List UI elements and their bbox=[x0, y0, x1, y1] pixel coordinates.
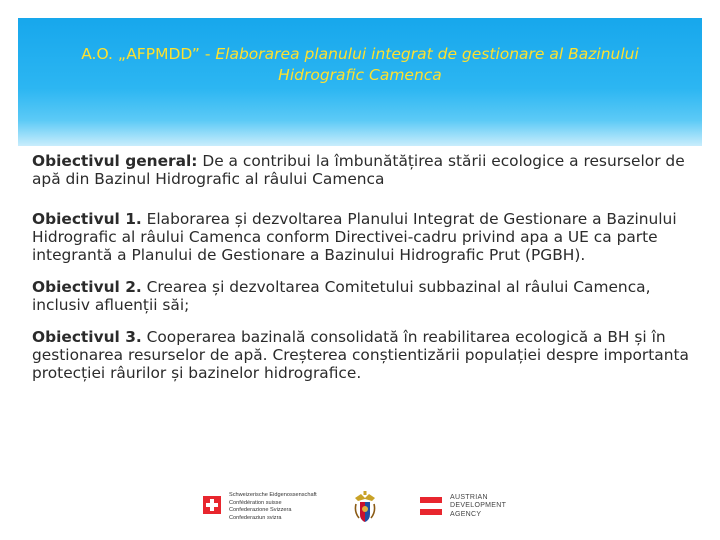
austria-text-line: AUSTRIAN bbox=[450, 494, 488, 501]
objective-text: Crearea și dezvoltarea Comitetului subbazinal al râului Camenca, inclusiv afluenții săi; bbox=[32, 278, 651, 314]
objective-lead: Obiectivul 2. bbox=[32, 278, 142, 296]
sponsor-logos bbox=[0, 486, 720, 532]
austria-flag-icon bbox=[420, 494, 442, 518]
objective-lead: Obiectivul 3. bbox=[32, 328, 142, 346]
swiss-flag-icon bbox=[203, 496, 221, 514]
swiss-text-line: Schweizerische Eidgenossenschaft bbox=[229, 492, 317, 498]
objective-lead: Obiectivul general: bbox=[32, 152, 198, 170]
title-text: Elaborarea planului integrat de gestionare al Bazinului Hidrografic Camenca bbox=[215, 45, 639, 84]
objective-lead: Obiectivul 1. bbox=[32, 210, 142, 228]
austria-logo-text bbox=[450, 494, 570, 519]
objective-text: Cooperarea bazinală consolidată în reabilitarea ecologică a BH și în gestionarea resurselor de apă. Creșterea conștientizării populației despre importanta protecției râurilor și bazinelor hidrografice. bbox=[32, 328, 689, 382]
moldova-coat-of-arms-icon bbox=[352, 490, 378, 530]
swiss-logo-text bbox=[229, 492, 349, 522]
austria-text-line: DEVELOPMENT bbox=[450, 502, 507, 510]
objective-text: De a contribui la îmbunătățirea stării ecologice a resurselor de apă din Bazinul Hidrografic al râului Camenca bbox=[32, 152, 685, 188]
austria-text-line: AGENCY bbox=[450, 510, 482, 518]
objectives-list bbox=[32, 152, 697, 382]
objective-3 bbox=[32, 328, 697, 382]
swiss-text-line: Confederazione Svizzera bbox=[229, 507, 292, 514]
objective-general bbox=[32, 152, 697, 188]
slide-title bbox=[40, 44, 680, 86]
objective-2 bbox=[32, 278, 697, 314]
objective-text: Elaborarea și dezvoltarea Planului Integrat de Gestionare a Bazinului Hidrografic al râului Camenca conform Directivei-cadru privind apa a UE ca parte integrantă a Planului de Gestionare a Bazinului Hidrografic Prut (PGBH). bbox=[32, 210, 677, 264]
swiss-text-line: Confédération suisse bbox=[229, 499, 282, 506]
title-prefix: A.O. „AFPMDD” - bbox=[81, 45, 216, 63]
swiss-text-line: Confederaziun svizra bbox=[229, 514, 282, 521]
objective-1 bbox=[32, 210, 697, 264]
